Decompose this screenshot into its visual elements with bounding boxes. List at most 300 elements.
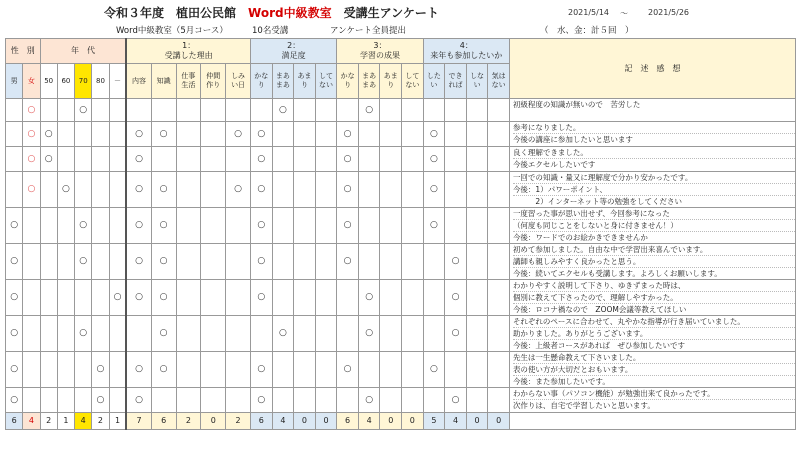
cell-q1-d <box>201 315 226 351</box>
cell-q3-c <box>380 279 402 315</box>
cell-q1-b <box>151 351 176 387</box>
cell-age70 <box>75 99 92 122</box>
cell-q3-c <box>380 99 402 122</box>
comment-cell <box>509 207 795 243</box>
survey-body <box>6 99 796 430</box>
sub-count: 10名受講 <box>252 26 289 36</box>
column-header-q1-a: 内容 <box>126 64 151 99</box>
cell-q1-c <box>176 146 201 171</box>
cell-q3-a <box>337 351 359 387</box>
cell-q1-a <box>126 207 151 243</box>
cell-q1-c <box>176 121 201 146</box>
cell-q2-a <box>251 387 273 412</box>
cell-q3-c <box>380 207 402 243</box>
cell-male <box>6 121 23 146</box>
cell-age80 <box>92 121 109 146</box>
cell-q3-c <box>380 243 402 279</box>
mark-circle: ○ <box>10 220 19 231</box>
cell-q4-d <box>488 387 510 412</box>
comment-line: 今後：続いてエクセルも受講します。よろしくお願いします。 <box>512 268 722 278</box>
mark-circle: ○ <box>135 153 143 164</box>
cell-age70 <box>75 351 92 387</box>
sub-course: Word中級教室（5月コース） <box>116 26 228 36</box>
cell-q1-b <box>151 315 176 351</box>
cell-age70 <box>75 279 92 315</box>
cell-q1-c <box>176 243 201 279</box>
cell-q1-d <box>201 351 226 387</box>
cell-age80 <box>92 351 109 387</box>
cell-q1-d <box>201 99 226 122</box>
mark-circle: ○ <box>257 128 266 139</box>
cell-female <box>23 387 40 412</box>
cell-q3-b <box>358 243 380 279</box>
cell-q2-a <box>251 207 273 243</box>
comment-line: それぞれのペースに合わせて、丸やかな指導が行き届いていました。 <box>513 316 795 328</box>
cell-q1-c <box>176 387 201 412</box>
cell-q4-a <box>423 99 445 122</box>
cell-q1-b <box>151 279 176 315</box>
cell-q1-b <box>151 171 176 207</box>
total-q4-a: 5 <box>423 412 445 429</box>
column-header-q2-a: かな り <box>251 64 273 99</box>
cell-q4-c <box>466 351 488 387</box>
mark-circle: ○ <box>159 292 168 303</box>
total-q1-d: 0 <box>201 412 226 429</box>
cell-q3-d <box>402 207 424 243</box>
section-q3: 3： 学習の成果 <box>337 39 423 64</box>
column-header-q4-b: でき れば <box>445 64 467 99</box>
subtitle-row <box>0 24 800 36</box>
cell-q2-a <box>251 99 273 122</box>
table-row <box>6 387 796 412</box>
cell-q1-e <box>226 146 251 171</box>
comment-line: 2）インターネット等の勉強をしてください <box>512 196 683 206</box>
cell-q4-c <box>466 121 488 146</box>
cell-q2-c <box>294 279 316 315</box>
mark-circle: ○ <box>257 394 266 405</box>
cell-age80 <box>92 171 109 207</box>
total-q1-e: 2 <box>226 412 251 429</box>
cell-age-other <box>109 207 126 243</box>
cell-q3-c <box>380 121 402 146</box>
mark-circle: ○ <box>135 364 143 375</box>
cell-q1-d <box>201 279 226 315</box>
cell-q4-a <box>423 121 445 146</box>
cell-q2-a <box>251 171 273 207</box>
column-header-age60: 60 <box>57 64 74 99</box>
mark-circle: ○ <box>79 104 88 115</box>
cell-q3-c <box>380 146 402 171</box>
cell-q4-b <box>445 387 467 412</box>
cell-q1-e <box>226 243 251 279</box>
total-q1-a: 7 <box>126 412 151 429</box>
cell-q1-e <box>226 207 251 243</box>
mark-circle: ○ <box>44 153 53 164</box>
comment-line: 初めて参加しました。自由な中で学習出来喜んでいます。 <box>513 244 795 256</box>
cell-q2-c <box>294 315 316 351</box>
cell-age50 <box>40 121 57 146</box>
cell-q3-c <box>380 351 402 387</box>
comment-line: 初級程度の知識が無いので 苦労した <box>512 100 641 109</box>
mark-circle: ○ <box>429 364 438 375</box>
comment-line: 先生は一生懸命教えて下さいました。 <box>513 352 795 364</box>
cell-age60 <box>57 99 74 122</box>
mark-circle: ○ <box>365 394 374 405</box>
cell-q1-b <box>151 243 176 279</box>
cell-age-other <box>109 315 126 351</box>
cell-q1-a <box>126 315 151 351</box>
cell-q3-b <box>358 171 380 207</box>
mark-circle: ○ <box>135 128 143 139</box>
cell-q2-c <box>294 387 316 412</box>
cell-female <box>23 207 40 243</box>
cell-q3-b <box>358 279 380 315</box>
mark-circle: ○ <box>135 184 143 195</box>
comment-cell <box>509 99 795 122</box>
cell-male <box>6 315 23 351</box>
cell-female <box>23 243 40 279</box>
cell-male <box>6 243 23 279</box>
comment-line: （何度も同じことをしないと身に付きません！） <box>513 220 795 232</box>
cell-q4-c <box>466 171 488 207</box>
cell-age60 <box>57 146 74 171</box>
cell-q3-a <box>337 207 359 243</box>
cell-q4-a <box>423 279 445 315</box>
comment-cell <box>509 243 795 279</box>
column-header-q3-a: かな り <box>337 64 359 99</box>
cell-age-other <box>109 387 126 412</box>
cell-q3-b <box>358 351 380 387</box>
comment-line: 一度習った事が思い出せず、今回参考になった <box>513 208 795 220</box>
mark-circle: ○ <box>27 153 36 164</box>
cell-q4-d <box>488 121 510 146</box>
cell-q3-a <box>337 243 359 279</box>
cell-age70 <box>75 146 92 171</box>
total-q3-c: 0 <box>380 412 402 429</box>
mark-circle: ○ <box>10 328 19 339</box>
cell-q3-a <box>337 387 359 412</box>
comment-cell <box>509 351 795 387</box>
cell-age80 <box>92 387 109 412</box>
cell-q3-a <box>337 279 359 315</box>
cell-q2-c <box>294 121 316 146</box>
cell-q2-b <box>272 207 294 243</box>
title-row <box>0 4 800 22</box>
section-gender: 性 別 <box>6 39 41 64</box>
cell-q1-d <box>201 207 226 243</box>
cell-q3-d <box>402 99 424 122</box>
mark-circle: ○ <box>451 292 460 303</box>
cell-age50 <box>40 387 57 412</box>
cell-q3-b <box>358 99 380 122</box>
column-header-male: 男 <box>6 64 23 99</box>
cell-age-other <box>109 243 126 279</box>
mark-circle: ○ <box>96 364 105 375</box>
cell-q2-d <box>315 121 337 146</box>
cell-female <box>23 351 40 387</box>
cell-q3-b <box>358 121 380 146</box>
section-age: 年 代 <box>40 39 126 64</box>
cell-q4-c <box>466 279 488 315</box>
mark-circle: ○ <box>365 328 374 339</box>
comment-line: 今後エクセルしたいです <box>512 159 596 169</box>
mark-circle: ○ <box>96 394 105 405</box>
mark-circle: ○ <box>343 184 352 195</box>
mark-circle: ○ <box>159 364 168 375</box>
date-end: 2021/5/26 <box>648 8 690 17</box>
column-header-q1-b: 知識 <box>151 64 176 99</box>
comment-line: 今後の講座に参加したいと思います <box>512 134 633 144</box>
cell-q3-a <box>337 99 359 122</box>
cell-q4-b <box>445 146 467 171</box>
comment-cell <box>509 171 795 207</box>
cell-q4-c <box>466 207 488 243</box>
mark-circle: ○ <box>278 328 287 339</box>
cell-age50 <box>40 351 57 387</box>
mark-circle: ○ <box>10 292 19 303</box>
cell-q1-a <box>126 171 151 207</box>
mark-circle: ○ <box>343 128 352 139</box>
total-age-other: 1 <box>109 412 126 429</box>
total-q1-c: 2 <box>176 412 201 429</box>
mark-circle: ○ <box>135 394 143 405</box>
cell-q4-c <box>466 387 488 412</box>
cell-q2-a <box>251 351 273 387</box>
mark-circle: ○ <box>343 153 352 164</box>
cell-q4-b <box>445 351 467 387</box>
cell-q4-b <box>445 243 467 279</box>
cell-age70 <box>75 207 92 243</box>
sub-schedule: （ 水、金：計５回 ） <box>540 26 634 36</box>
cell-age60 <box>57 351 74 387</box>
cell-age80 <box>92 243 109 279</box>
cell-age60 <box>57 243 74 279</box>
column-header-q3-b: まあ まあ <box>358 64 380 99</box>
column-header-q2-d: して ない <box>315 64 337 99</box>
mark-circle: ○ <box>79 328 88 339</box>
cell-q1-c <box>176 207 201 243</box>
cell-q4-d <box>488 351 510 387</box>
cell-female <box>23 279 40 315</box>
cell-q2-b <box>272 315 294 351</box>
cell-q2-c <box>294 351 316 387</box>
cell-q1-b <box>151 121 176 146</box>
column-header-q3-d: して ない <box>402 64 424 99</box>
cell-q2-b <box>272 243 294 279</box>
mark-circle: ○ <box>159 328 168 339</box>
cell-female <box>23 146 40 171</box>
total-q2-a: 6 <box>251 412 273 429</box>
cell-age60 <box>57 279 74 315</box>
cell-q1-e <box>226 315 251 351</box>
cell-q1-a <box>126 146 151 171</box>
cell-q4-a <box>423 315 445 351</box>
cell-q4-c <box>466 243 488 279</box>
comment-cell <box>509 315 795 351</box>
mark-circle: ○ <box>451 394 460 405</box>
cell-q4-d <box>488 99 510 122</box>
comment-line: 今後：上級者コースがあれば ぜひ参加したいです <box>512 340 686 350</box>
comment-line: 参考になりました。 <box>513 122 795 134</box>
mark-circle: ○ <box>278 104 287 115</box>
cell-q3-b <box>358 146 380 171</box>
cell-q2-d <box>315 99 337 122</box>
cell-q2-d <box>315 279 337 315</box>
mark-circle: ○ <box>79 256 88 267</box>
cell-q3-a <box>337 121 359 146</box>
cell-male <box>6 146 23 171</box>
cell-q4-d <box>488 146 510 171</box>
cell-q1-d <box>201 121 226 146</box>
cell-q1-e <box>226 99 251 122</box>
cell-q3-d <box>402 121 424 146</box>
cell-q1-e <box>226 279 251 315</box>
comment-cell <box>509 146 795 171</box>
cell-age-other <box>109 99 126 122</box>
section-q2: 2： 満足度 <box>251 39 337 64</box>
column-header-female: 女 <box>23 64 40 99</box>
section-comments: 記 述 感 想 <box>509 39 795 99</box>
cell-age-other <box>109 279 126 315</box>
cell-q2-d <box>315 387 337 412</box>
mark-circle: ○ <box>343 364 352 375</box>
cell-q2-d <box>315 207 337 243</box>
mark-circle: ○ <box>429 184 438 195</box>
total-q2-c: 0 <box>294 412 316 429</box>
mark-circle: ○ <box>343 256 352 267</box>
cell-q1-e <box>226 171 251 207</box>
mark-circle: ○ <box>159 220 168 231</box>
cell-q1-b <box>151 387 176 412</box>
cell-q1-d <box>201 146 226 171</box>
cell-age80 <box>92 315 109 351</box>
cell-q2-b <box>272 387 294 412</box>
cell-q4-d <box>488 243 510 279</box>
cell-q2-b <box>272 121 294 146</box>
cell-q2-b <box>272 351 294 387</box>
cell-q2-c <box>294 171 316 207</box>
page-title: 令和３年度 植田公民館 Word中級教室 受講生アンケート <box>104 6 439 20</box>
comment-line: わかりやすく説明して下さり、ゆきずまった時は、 <box>513 280 795 292</box>
table-row <box>6 351 796 387</box>
cell-q4-a <box>423 207 445 243</box>
cell-q4-a <box>423 351 445 387</box>
mark-circle: ○ <box>79 220 88 231</box>
cell-q1-c <box>176 99 201 122</box>
cell-age80 <box>92 99 109 122</box>
comment-cell <box>509 121 795 146</box>
cell-age70 <box>75 121 92 146</box>
cell-age70 <box>75 171 92 207</box>
mark-circle: ○ <box>234 184 242 195</box>
mark-circle: ○ <box>429 128 438 139</box>
cell-male <box>6 387 23 412</box>
column-header-q1-c: 仕事 生活 <box>176 64 201 99</box>
cell-age50 <box>40 279 57 315</box>
cell-female <box>23 99 40 122</box>
cell-q1-b <box>151 146 176 171</box>
cell-male <box>6 99 23 122</box>
mark-circle: ○ <box>62 184 70 195</box>
cell-q4-b <box>445 207 467 243</box>
total-q4-b: 4 <box>445 412 467 429</box>
comment-cell <box>509 279 795 315</box>
cell-age70 <box>75 243 92 279</box>
cell-q4-d <box>488 207 510 243</box>
date-start: 2021/5/14 <box>568 8 610 17</box>
cell-q1-c <box>176 171 201 207</box>
mark-circle: ○ <box>44 128 53 139</box>
mark-circle: ○ <box>257 364 266 375</box>
cell-q1-c <box>176 351 201 387</box>
cell-q1-a <box>126 99 151 122</box>
cell-age60 <box>57 387 74 412</box>
total-age70: 4 <box>75 412 92 429</box>
cell-age70 <box>75 315 92 351</box>
table-row <box>6 146 796 171</box>
mark-circle: ○ <box>10 394 19 405</box>
total-q2-b: 4 <box>272 412 294 429</box>
mark-circle: ○ <box>257 256 266 267</box>
total-q3-d: 0 <box>402 412 424 429</box>
cell-q4-a <box>423 387 445 412</box>
cell-q2-a <box>251 243 273 279</box>
cell-q4-b <box>445 279 467 315</box>
mark-circle: ○ <box>10 364 19 375</box>
cell-age60 <box>57 207 74 243</box>
cell-q1-c <box>176 279 201 315</box>
cell-q2-a <box>251 315 273 351</box>
cell-q4-a <box>423 243 445 279</box>
cell-age60 <box>57 121 74 146</box>
cell-q1-d <box>201 171 226 207</box>
cell-q2-c <box>294 146 316 171</box>
cell-q4-b <box>445 315 467 351</box>
cell-q3-d <box>402 387 424 412</box>
mark-circle: ○ <box>27 104 36 115</box>
comment-line: 表の使い方が大切だとおもいます。 <box>513 364 795 376</box>
column-header-q2-c: あま り <box>294 64 316 99</box>
total-age60: 1 <box>57 412 74 429</box>
cell-q4-d <box>488 279 510 315</box>
cell-q3-c <box>380 171 402 207</box>
table-row <box>6 243 796 279</box>
totals-comment-blank <box>509 412 795 429</box>
cell-age-other <box>109 121 126 146</box>
table-row <box>6 171 796 207</box>
comment-line: 一回での知識・量又に理解度で分かり安かったです。 <box>513 172 795 184</box>
column-header-age-other: － <box>109 64 126 99</box>
cell-q3-d <box>402 171 424 207</box>
cell-q2-d <box>315 315 337 351</box>
column-header-q3-c: あま り <box>380 64 402 99</box>
mark-circle: ○ <box>365 104 374 115</box>
survey-table <box>5 38 796 430</box>
cell-female <box>23 315 40 351</box>
cell-q3-b <box>358 387 380 412</box>
cell-q4-c <box>466 99 488 122</box>
cell-q3-c <box>380 315 402 351</box>
total-q3-b: 4 <box>358 412 380 429</box>
cell-q1-a <box>126 387 151 412</box>
comment-line: 講師も親しみやすく良かったと思う。 <box>513 256 795 268</box>
cell-age60 <box>57 315 74 351</box>
mark-circle: ○ <box>135 292 143 303</box>
cell-q2-c <box>294 207 316 243</box>
total-q4-c: 0 <box>466 412 488 429</box>
cell-q1-d <box>201 243 226 279</box>
mark-circle: ○ <box>451 256 460 267</box>
